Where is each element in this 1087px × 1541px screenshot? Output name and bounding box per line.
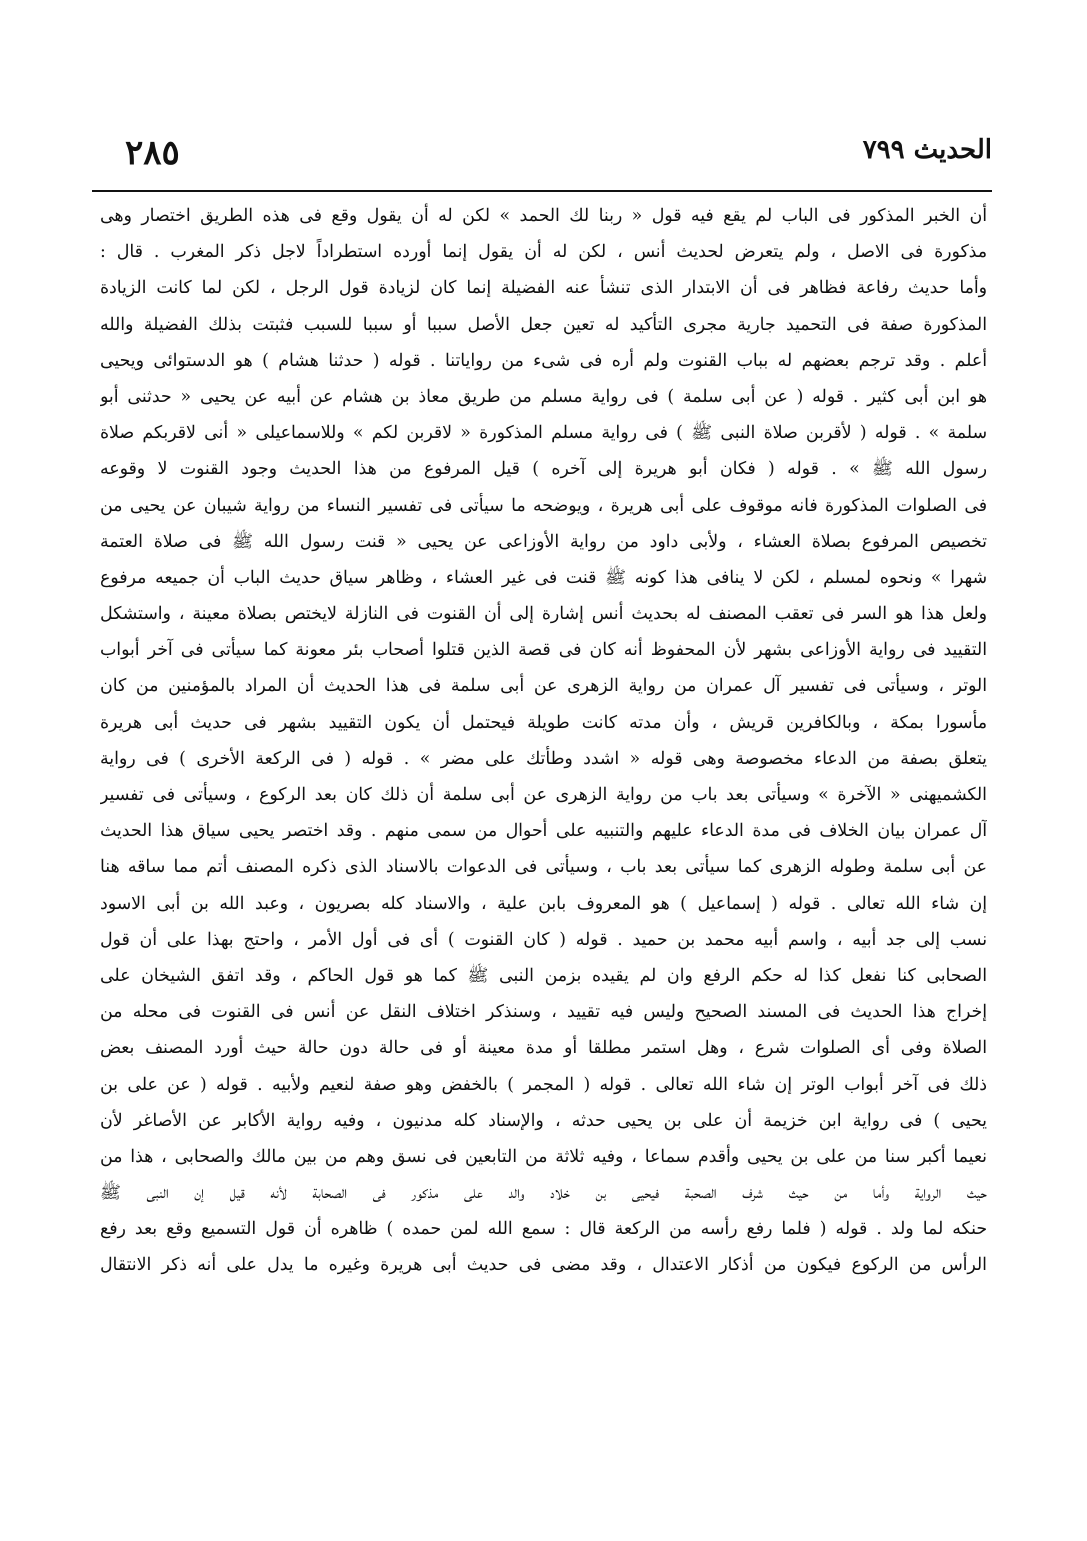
text-line: تخصيص المرفوع بصلاة العشاء ، ولأبى داود من رواية الأوزاعى عن يحيى « قنت رسول الله ﷺ فى صلاة العتمة bbox=[100, 531, 987, 552]
text-line: نعيما أكبر سنا من على بن يحيى وأقدم سماعا ، وفيه ثلاثة من التابعين فى نسق وهم من بين مالك والصحابى ، هذا من bbox=[100, 1146, 987, 1167]
text-line: ذلك فى آخر أبواب الوتر إن شاء الله تعالى . قوله ( المجمر ) بالخفض وهو صفة لنعيم ولأبيه . قوله ( عن على بن bbox=[100, 1074, 987, 1095]
text-line: يتعلق بصفة من الدعاء مخصوصة وهى قوله « اشدد وطأتك على مضر » . قوله ( فى الركعة الأخرى ) فى رواية bbox=[100, 748, 987, 769]
page-header bbox=[95, 135, 992, 183]
text-line: عن أبى سلمة وطوله الزهرى كما سيأتى بعد باب ، وسيأتى فى الدعوات بالاسناد الذى ذكره المصنف أتم مما ساقه هنا bbox=[100, 857, 987, 878]
text-line: رسول الله ﷺ » . قوله ( فكان أبو هريرة إلى آخره ) قيل المرفوع من هذا الحديث وجود القنوت لا وقوعه bbox=[100, 459, 987, 480]
text-line: هو ابن أبى كثير . قوله ( عن أبى سلمة ) فى رواية مسلم من طريق معاذ بن هشام عن أبيه عن يحيى « حدثنى أبو bbox=[100, 386, 987, 407]
text-line: ولعل هذا هو السر فى تعقب المصنف له بحديث أنس إشارة إلى أن القنوت فى النازلة لايختص بصلاة معينة ، واستشكل bbox=[100, 604, 987, 625]
text-line: التقييد فى رواية الأوزاعى بشهر لأن المحفوظ أنه كان فى قصة الذين قتلوا أصحاب بئر معونة كما سيأتى فى آخر أبواب bbox=[100, 640, 987, 661]
text-line: شهرا » ونحوه لمسلم ، لكن لا ينافى هذا كونه ﷺ قنت فى غير العشاء ، وظاهر سياق حديث الباب أن جميعه مرفوع bbox=[100, 567, 987, 588]
text-line: الرأس من الركوع فيكون من أذكار الاعتدال ، وقد مضى فى حديث أبى هريرة وغيره ما يدل على أنه ذكر الانتقال bbox=[100, 1255, 987, 1276]
text-line: الصلاة وفى أى الصلوات شرع ، وهل استمر مطلقا أو مدة معينة أو فى حالة دون حالة حيث أورد المصنف بعض bbox=[100, 1038, 987, 1059]
text-line: آل عمران بيان الخلاف فى مدة الدعاء عليهم والتنبيه على أحوال من سمى منهم . وقد اختصر يحيى سياق هذا الحديث bbox=[100, 821, 987, 842]
running-title: الحديث ٧٩٩ bbox=[862, 135, 992, 165]
text-line: المذكورة صفة فى التحميد جارية مجرى التأكيد له تعين جعل الأصل سببا أو سببا للسبب فثبتت بذلك الفضيلة والله bbox=[100, 314, 987, 335]
text-line: فى الصلوات المذكورة فانه موقوف على أبى هريرة ، ويوضحه ما سيأتى فى تفسير النساء من رواية شيبان عن يحيى من bbox=[100, 495, 987, 516]
text-line: مذكورة فى الاصل ، ولم يتعرض لحديث أنس ، لكن له أن يقول إنما أورده استطراداً لاجل ذكر المغرب . قال : bbox=[100, 242, 987, 263]
text-line: إن شاء الله تعالى . قوله ( إسماعيل ) هو المعروف بابن علية ، والاسناد كله بصريون ، وعبد الله بن أبى الاسود bbox=[100, 893, 987, 914]
text-line: إخراج هذا الحديث فى المسند الصحيح وليس فيه تقييد ، وسنذكر اختلاف النقل عن أنس فى القنوت فى محله من bbox=[100, 1002, 987, 1023]
text-line: الوتر ، وسيأتى فى تفسير آل عمران من رواية الزهرى عن أبى سلمة فى هذا الحديث أن المراد بالمؤمنين من كان bbox=[100, 676, 987, 697]
text-line: أعلم . وقد ترجم بعضهم له بباب القنوت ولم أره فى شىء من رواياتنا . قوله ( حدثنا هشام ) هو الدستوائى ويحيى bbox=[100, 350, 987, 371]
text-line: حيث الرواية وأما من حيث شرف الصحبة فيحيى بن خلاد والد على مذكور فى الصحابة لأنه قيل إن النبى ﷺ bbox=[100, 1183, 987, 1204]
body-text bbox=[100, 198, 987, 1284]
text-line: الكشميهنى « الآخرة » وسيأتى بعد باب من رواية الزهرى عن أبى سلمة أن ذلك كان بعد الركوع ، وسيأتى فى تفسير bbox=[100, 785, 987, 805]
text-line: أن الخبر المذكور فى الباب لم يقع فيه قول « ربنا لك الحمد » لكن له أن يقول وقع فى هذه الطريق اختصار وهى bbox=[100, 206, 987, 226]
text-line: سلمة » . قوله ( لأقربن صلاة النبى ﷺ ) فى رواية مسلم المذكورة « لاقربن لكم » وللاسماعيلى « أنى لاقربكم صلاة bbox=[100, 423, 987, 444]
text-line: الصحابى كنا نفعل كذا له حكم الرفع وان لم يقيده بزمن النبى ﷺ كما هو قول الحاكم ، وقد اتفق الشيخان على bbox=[100, 965, 987, 986]
text-line: وأما حديث رفاعة فظاهر فى أن الابتدار الذى تنشأ عنه الفضيلة إنما كان لزيادة قول الرجل ، لكن لما كانت الزيادة bbox=[100, 278, 987, 299]
page-number: ٢٨٥ bbox=[125, 133, 180, 173]
text-line: حنكه لما ولد . قوله ( فلما رفع رأسه من الركعة قال : سمع الله لمن حمده ) ظاهره أن قول التسميع وقع بعد رفع bbox=[100, 1219, 987, 1240]
text-line: مأسورا بمكة ، وبالكافرين قريش ، وأن مدته كانت طويلة فيحتمل أن يكون التقييد بشهر فى حديث أبى هريرة bbox=[100, 712, 987, 733]
header-rule bbox=[92, 190, 992, 192]
text-line: نسب إلى جد أبيه ، واسم أبيه محمد بن حميد . قوله ( كان القنوت ) أى فى أول الأمر ، واحتج بهذا على أن قول bbox=[100, 929, 987, 950]
text-line: يحيى ) فى رواية ابن خزيمة أن على بن يحيى حدثه ، والإسناد كله مدنيون ، وفيه رواية الأكابر عن الأصاغر لأن bbox=[100, 1110, 987, 1131]
